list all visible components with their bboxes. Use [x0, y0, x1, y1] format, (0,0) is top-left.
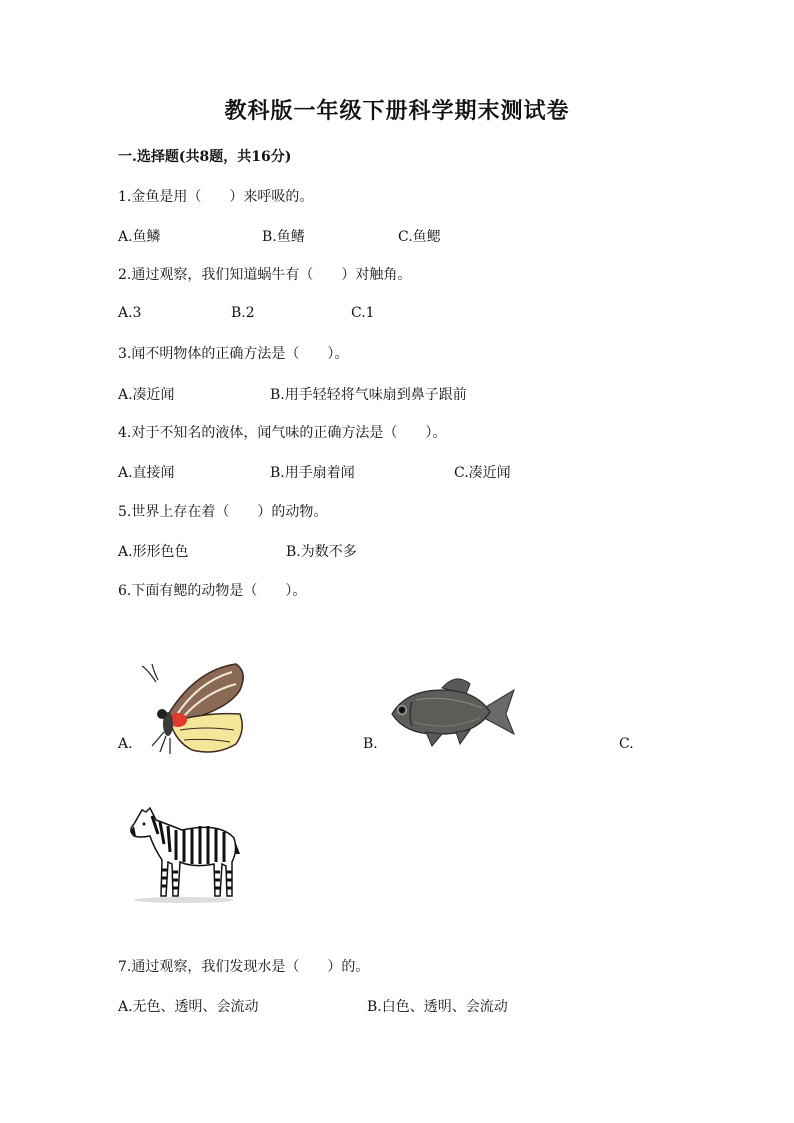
q7-option-b: B.白色、透明、会流动	[367, 999, 508, 1015]
question-7: 7.通过观察，我们发现水是（ ）的。	[118, 959, 370, 975]
page-title: 教科版一年级下册科学期末测试卷	[224, 98, 570, 124]
q7-option-a: A.无色、透明、会流动	[118, 999, 259, 1015]
q2-option-c: C.1	[351, 305, 375, 321]
q1-option-a: A.鱼鳞	[118, 229, 161, 245]
q5-option-b: B.为数不多	[286, 544, 357, 560]
question-4: 4.对于不知名的液体，闻气味的正确方法是（ ）。	[118, 425, 447, 441]
q6-option-c: C.	[619, 736, 634, 752]
butterfly-image	[136, 660, 252, 758]
question-3: 3.闻不明物体的正确方法是（ ）。	[118, 346, 349, 362]
fish-image	[386, 672, 518, 752]
q6-option-a: A.	[118, 736, 133, 752]
q6-option-b: B.	[363, 736, 378, 752]
q1-option-c: C.鱼鳃	[398, 229, 441, 245]
zebra-image	[124, 804, 244, 904]
q3-option-b: B.用手轻轻将气味扇到鼻子跟前	[270, 387, 467, 403]
q4-option-c: C.凑近闻	[454, 465, 511, 481]
q4-option-b: B.用手扇着闻	[270, 465, 355, 481]
section-heading: 一.选择题(共8题，共16分)	[118, 149, 292, 165]
q3-option-a: A.凑近闻	[118, 387, 175, 403]
question-5: 5.世界上存在着（ ）的动物。	[118, 504, 328, 520]
question-2: 2.通过观察，我们知道蜗牛有（ ）对触角。	[118, 267, 412, 283]
q5-option-a: A.形形色色	[118, 544, 189, 560]
question-6: 6.下面有鳃的动物是（ ）。	[118, 583, 307, 599]
q4-option-a: A.直接闻	[118, 465, 175, 481]
question-1: 1.金鱼是用（ ）来呼吸的。	[118, 189, 314, 205]
q2-option-a: A.3	[118, 305, 142, 321]
q1-option-b: B.鱼鳍	[262, 229, 305, 245]
q2-option-b: B.2	[231, 305, 255, 321]
